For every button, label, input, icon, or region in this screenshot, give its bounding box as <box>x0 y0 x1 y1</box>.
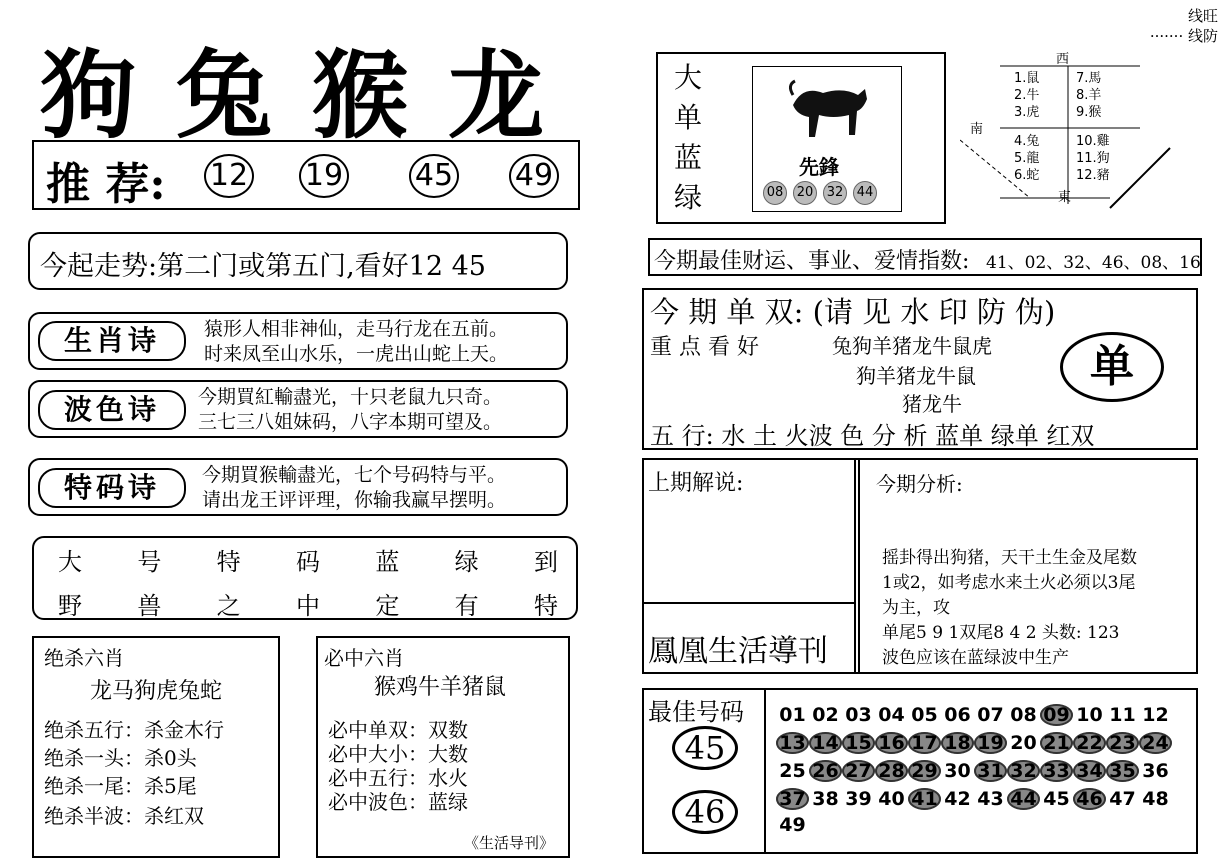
pioneer-box <box>656 52 946 224</box>
divider <box>644 602 854 604</box>
ox-icon <box>783 75 873 145</box>
zodiac-item: 11.狗 <box>1076 151 1110 166</box>
zodiac-item: 8.羊 <box>1076 88 1102 103</box>
zodiac-item: 9.猴 <box>1076 105 1102 120</box>
number-cell: 15 <box>842 732 875 754</box>
number-cell: 03 <box>845 704 872 726</box>
zodiac-item: 4.兔 <box>1014 134 1040 149</box>
pioneer-ball: 44 <box>853 181 877 205</box>
number-cell: 47 <box>1109 788 1136 810</box>
trend-text: 今起走势:第二门或第五门,看好12 45 <box>40 251 486 282</box>
number-cell: 21 <box>1040 732 1073 754</box>
number-cell: 13 <box>776 732 809 754</box>
slogan-row <box>58 542 558 577</box>
number-row <box>776 704 1172 726</box>
zodiac-item: 5.龍 <box>1014 151 1040 166</box>
slogan-char: 号 <box>137 548 162 576</box>
pioneer-ball: 20 <box>793 181 817 205</box>
focus-line: 兔狗羊猪龙牛鼠虎 <box>832 334 992 358</box>
number-cell: 14 <box>809 732 842 754</box>
number-cell: 43 <box>977 788 1004 810</box>
slogan-char: 兽 <box>137 592 162 620</box>
number-cell: 19 <box>974 732 1007 754</box>
single-double-box <box>642 288 1198 450</box>
slogan-char: 码 <box>295 548 320 576</box>
number-cell: 35 <box>1106 760 1139 782</box>
must-line: 必中大小：大数 <box>328 742 468 766</box>
compass-south: 南 <box>970 122 984 137</box>
zodiac-item: 2.牛 <box>1014 88 1040 103</box>
recommend-box <box>32 140 580 210</box>
kill-box <box>32 636 280 858</box>
zodiac-item: 12.豬 <box>1076 168 1110 183</box>
recommend-number: 49 <box>509 154 559 198</box>
analysis-line: 五 行: 水 土 火波 色 分 析 蓝单 绿单 红双 <box>650 422 1095 450</box>
must-line: 必中波色：蓝绿 <box>328 790 468 814</box>
poem-line: 今期買紅輸盡光，十只老鼠九只奇。 <box>198 386 503 408</box>
slogan-char: 绿 <box>454 548 479 576</box>
slogan-char: 中 <box>295 592 320 620</box>
kill-zodiac: 龙马狗虎兔蛇 <box>90 679 223 704</box>
zodiac-item: 6.蛇 <box>1014 168 1040 183</box>
fortune-values: 41、02、32、46、08、16 <box>986 253 1201 273</box>
slogan-char: 蓝 <box>375 548 400 576</box>
number-cell: 04 <box>878 704 905 726</box>
pioneer-side <box>674 58 702 218</box>
number-cell: 09 <box>1040 704 1073 726</box>
slogan-row <box>58 586 558 621</box>
best-label: 最佳号码 <box>648 698 744 726</box>
compass-right-list <box>1076 70 1110 184</box>
slogan-char: 定 <box>375 592 400 620</box>
poem-label: 生肖诗 <box>38 321 186 361</box>
pioneer-ball: 32 <box>823 181 847 205</box>
poem-color <box>28 380 568 438</box>
number-cell: 46 <box>1073 788 1106 810</box>
must-line: 必中五行：水火 <box>328 766 468 790</box>
slogan-char: 野 <box>58 592 82 620</box>
slogan-char: 到 <box>533 548 558 576</box>
pioneer-side-char: 绿 <box>674 181 703 214</box>
number-cell: 28 <box>875 760 908 782</box>
number-cell: 48 <box>1142 788 1169 810</box>
number-cell: 34 <box>1073 760 1106 782</box>
analysis-line: 摇卦得出狗猪，天干土生金及尾数 <box>882 548 1137 568</box>
number-cell: 05 <box>911 704 938 726</box>
recommend-number: 12 <box>204 154 254 198</box>
analysis-line: 单尾5 9 1双尾8 4 2 头数: 123 <box>882 623 1120 643</box>
pioneer-side-char: 单 <box>674 101 703 134</box>
number-cell: 12 <box>1142 704 1169 726</box>
corner-line: 线旺 <box>1187 7 1218 25</box>
number-cell: 41 <box>908 788 941 810</box>
corner-note <box>1108 6 1218 46</box>
divider <box>854 460 860 672</box>
compass-lines <box>960 48 1180 218</box>
poem-label: 波色诗 <box>38 390 186 430</box>
number-cell: 33 <box>1040 760 1073 782</box>
zodiac-item: 7.馬 <box>1076 71 1102 86</box>
number-cell: 08 <box>1010 704 1037 726</box>
poem-line: 请出龙王评评理，你输我赢早摆明。 <box>202 489 507 511</box>
stamp-single: 单 <box>1060 332 1164 402</box>
pioneer-side-char: 大 <box>674 61 703 94</box>
poem-line: 时来凤至山水乐，一虎出山蛇上天。 <box>204 343 509 365</box>
compass-chart <box>960 48 1180 218</box>
number-cell: 31 <box>974 760 1007 782</box>
number-cell: 17 <box>908 732 941 754</box>
number-cell: 06 <box>944 704 971 726</box>
number-cell: 39 <box>845 788 872 810</box>
analysis-line: 1或2，如考虑水来土火必须以3尾 <box>882 573 1136 593</box>
current-analysis-label: 今期分析: <box>876 472 963 496</box>
source-label: 《生活导刊》 <box>464 834 555 852</box>
divider <box>764 690 766 852</box>
single-double-title: 今 期 单 双: (请 见 水 印 防 伪) <box>650 295 1056 329</box>
focus-line: 狗羊猪龙牛鼠 <box>856 364 976 388</box>
number-row <box>776 760 1172 782</box>
compass-east: 東 <box>1058 190 1072 205</box>
fortune-label: 今期最佳财运、事业、爱情指数: <box>654 249 970 274</box>
number-cell: 10 <box>1076 704 1103 726</box>
poem-label: 特码诗 <box>38 468 186 508</box>
number-cell: 30 <box>944 760 971 782</box>
kill-line: 绝杀一尾：杀5尾 <box>44 774 197 798</box>
number-cell: 01 <box>779 704 806 726</box>
number-cell: 07 <box>977 704 1004 726</box>
fortune-box <box>648 238 1202 276</box>
recommend-label: 推 荐: <box>46 159 166 210</box>
pioneer-balls <box>763 181 883 205</box>
number-cell: 20 <box>1010 732 1037 754</box>
number-cell: 49 <box>779 814 806 832</box>
number-cell: 29 <box>908 760 941 782</box>
kill-line: 绝杀五行：杀金木行 <box>44 718 224 742</box>
must-zodiac: 猴鸡牛羊猪鼠 <box>374 675 507 700</box>
analysis-text <box>882 546 1137 671</box>
focus-line: 猪龙牛 <box>902 392 962 416</box>
number-cell: 32 <box>1007 760 1040 782</box>
trend-box <box>28 232 568 290</box>
pioneer-side-char: 蓝 <box>674 141 703 174</box>
zodiac-item: 3.虎 <box>1014 105 1040 120</box>
number-row <box>776 732 1172 754</box>
pioneer-inner <box>752 66 902 212</box>
slogan-char: 有 <box>454 592 479 620</box>
number-cell: 02 <box>812 704 839 726</box>
recommend-number: 45 <box>409 154 459 198</box>
number-cell: 38 <box>812 788 839 810</box>
kill-title: 绝杀六肖 <box>44 646 124 670</box>
pioneer-ball: 08 <box>763 181 787 205</box>
number-cell: 27 <box>842 760 875 782</box>
best-pick: 45 <box>672 726 738 770</box>
number-row <box>776 814 809 832</box>
number-cell: 26 <box>809 760 842 782</box>
last-period-label: 上期解说: <box>648 471 744 496</box>
number-cell: 25 <box>779 760 806 782</box>
focus-label: 重 点 看 好 <box>650 335 759 360</box>
kill-line: 绝杀半波：杀红双 <box>44 804 204 828</box>
number-cell: 42 <box>944 788 971 810</box>
number-cell: 22 <box>1073 732 1106 754</box>
poem-zodiac <box>28 312 568 370</box>
slogan-char: 特 <box>216 548 241 576</box>
number-cell: 44 <box>1007 788 1040 810</box>
number-cell: 23 <box>1106 732 1139 754</box>
number-cell: 18 <box>941 732 974 754</box>
must-line: 必中单双：双数 <box>328 718 468 742</box>
number-cell: 16 <box>875 732 908 754</box>
pioneer-label: 先鋒 <box>799 155 839 179</box>
poem-line: 猿形人相非神仙，走马行龙在五前。 <box>204 318 509 340</box>
slogan-char: 之 <box>216 592 241 620</box>
poem-line: 三七三八姐妹码，八字本期可望及。 <box>198 411 503 433</box>
slogan-char: 特 <box>533 592 558 620</box>
best-pick: 46 <box>672 790 738 834</box>
poem-special <box>28 458 568 516</box>
poem-line: 今期買猴輸盡光，七个号码特与平。 <box>202 464 507 486</box>
slogan-char: 大 <box>58 548 82 576</box>
analysis-line: 波色应该在蓝绿波中生产 <box>882 648 1069 668</box>
page-title: 狗兔猴龙 <box>40 39 584 152</box>
analysis-line: 为主，攻 <box>882 598 950 618</box>
number-cell: 24 <box>1139 732 1172 754</box>
must-box <box>316 636 570 858</box>
number-row <box>776 788 1172 810</box>
number-cell: 37 <box>776 788 809 810</box>
kill-line: 绝杀一头：杀0头 <box>44 746 197 770</box>
slogan-box <box>32 536 578 620</box>
compass-west: 西 <box>1056 52 1070 67</box>
recommend-number: 19 <box>299 154 349 198</box>
must-title: 必中六肖 <box>324 646 404 670</box>
corner-line: ······· 线防 <box>1149 27 1218 45</box>
zodiac-item: 10.雞 <box>1076 134 1110 149</box>
analysis-box <box>642 458 1198 674</box>
number-cell: 11 <box>1109 704 1136 726</box>
number-cell: 36 <box>1142 760 1169 782</box>
zodiac-item: 1.鼠 <box>1014 71 1040 86</box>
brand-logo: 鳳凰生活導刊 <box>648 634 828 669</box>
compass-left-list <box>1014 70 1039 184</box>
number-cell: 45 <box>1043 788 1070 810</box>
number-cell: 40 <box>878 788 905 810</box>
